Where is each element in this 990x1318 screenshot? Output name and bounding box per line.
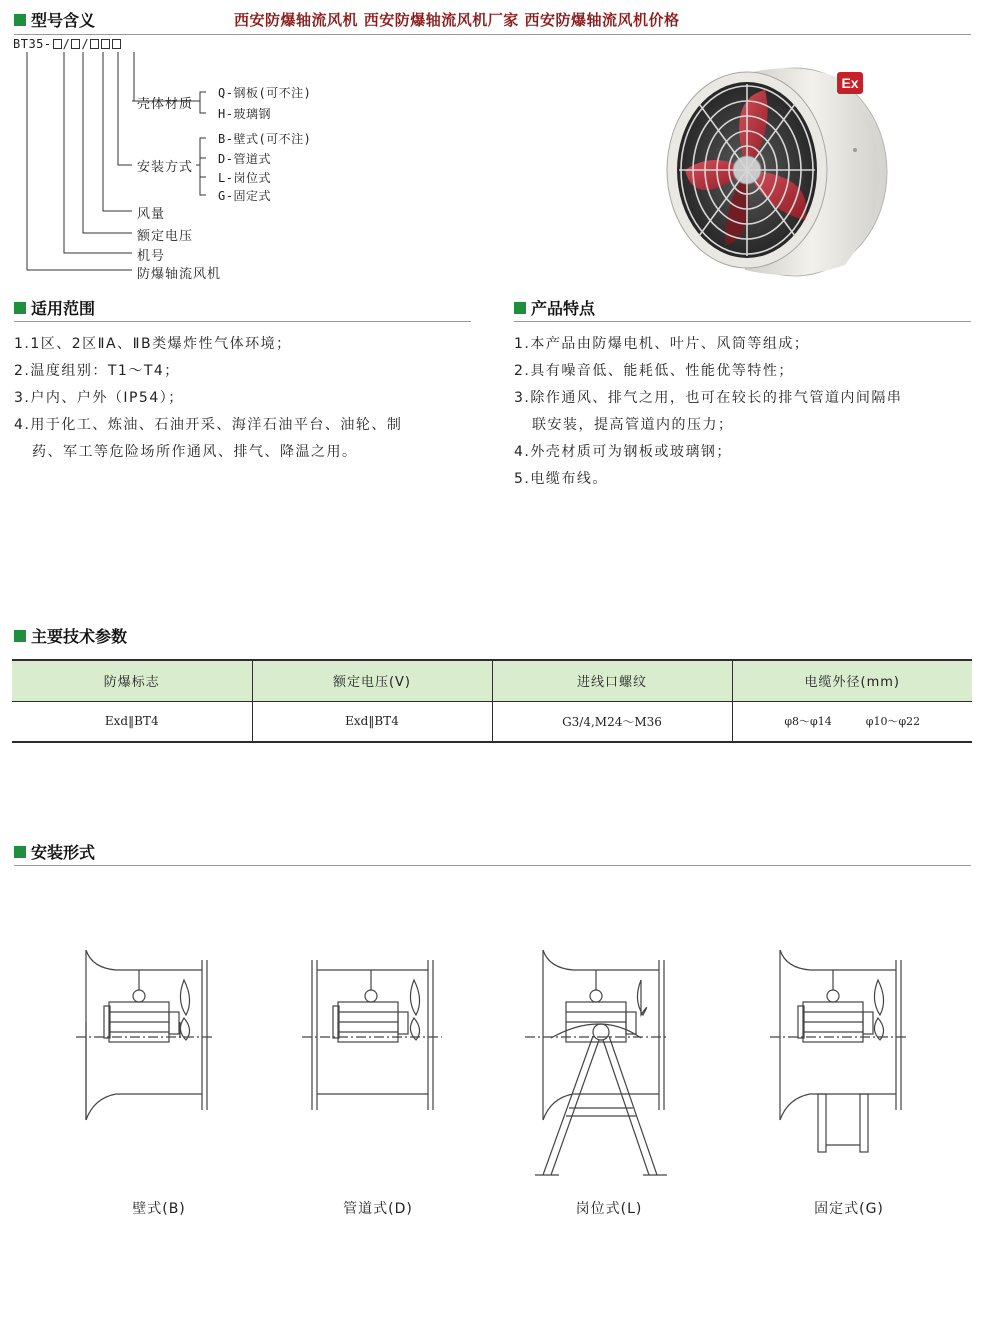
features-list [514,331,902,493]
tree-label-voltage: 额定电压 [137,229,194,244]
code-separator: / [81,37,90,51]
scope-item: 1.1区、2区ⅡA、ⅡB类爆炸性气体环境； [14,336,292,352]
tree-line-product [27,52,132,270]
scope-item: 4.用于化工、炼油、石油开采、海洋石油平台、油轮、制 [14,417,403,433]
model-tree-lines [0,0,400,290]
spec-cell-cable-diameter [732,701,972,742]
feature-item: 5.电缆布线。 [514,471,608,487]
section-title-install [14,840,95,863]
spec-cable-range-b: φ10～φ22 [865,715,921,729]
install-label-post: 岗位式(L) [575,1201,643,1217]
feature-item-continued: 联安装，提高管道内的压力； [532,417,734,433]
section-marker-icon [514,302,526,314]
tree-option-install-g: G-固定式 [218,189,271,203]
tree-line-voltage [83,52,132,233]
spec-cell-explosion-mark: Exd‖BT4 [12,701,252,742]
spec-cell-thread: G3/4,M24～M36 [492,701,732,742]
table-row [12,701,972,742]
spec-cable-range-a: φ8～φ14 [784,715,832,729]
scope-list [14,331,402,466]
code-separator: / [62,37,71,51]
feature-item: 4.外壳材质可为钢板或玻璃钢； [514,444,732,460]
banner-keywords: 西安防爆轴流风机 西安防爆轴流风机厂家 西安防爆轴流风机价格 [234,11,680,29]
install-drawing-wall [64,940,214,1190]
tree-bracket-install [200,138,206,195]
spec-header-rated-voltage: 额定电压(V) [252,660,492,701]
tree-label-install: 安装方式 [137,160,194,175]
section-title-scope [14,296,95,319]
tree-option-material-q: Q-钢板(可不注) [218,86,312,100]
tree-line-material [132,52,134,101]
section-title-specs [14,624,127,647]
ex-badge-text: Ex [841,75,859,91]
spec-header-cable-diameter: 电缆外径(mm) [732,660,972,701]
feature-item: 2.具有噪音低、能耗低、性能优等特性； [514,363,794,379]
section-marker-icon [14,846,26,858]
section-title-features [514,296,595,319]
tree-label-airflow: 风量 [137,207,166,222]
tree-option-install-b: B-壁式(可不注) [218,132,312,146]
tree-option-install-l: L-岗位式 [218,171,271,185]
section-rule-features [514,321,971,322]
spec-header-explosion-mark: 防爆标志 [12,660,252,701]
install-label-fixed: 固定式(G) [814,1201,884,1217]
tree-bracket-material [200,92,206,113]
spec-cell-rated-voltage: Exd‖BT4 [252,701,492,742]
tree-label-material: 壳体材质 [137,97,194,112]
feature-item: 3.除作通风、排气之用，也可在较长的排气管道内间隔串 [514,390,903,406]
install-label-duct: 管道式(D) [343,1201,413,1217]
fan-product-image [655,60,895,282]
tree-label-product: 防爆轴流风机 [137,267,222,282]
tree-line-install [118,52,132,165]
section-rule-scope [14,321,471,322]
tree-option-material-h: H-玻璃钢 [218,107,271,121]
install-drawing-duct [296,940,446,1190]
scope-item-continued: 药、军工等危险场所作通风、排气、降温之用。 [32,444,358,460]
section-title-specs-text: 主要技术参数 [31,627,128,646]
spec-table [12,659,972,743]
spec-table-header-row [12,660,972,701]
install-label-wall: 壁式(B) [132,1201,186,1217]
tree-option-install-d: D-管道式 [218,152,271,166]
scope-item: 3.户内、户外（IP54）； [14,390,184,406]
feature-item: 1.本产品由防爆电机、叶片、风筒等组成； [514,336,810,352]
section-marker-icon [14,630,26,642]
scope-item: 2.温度组别：T1～T4； [14,363,180,379]
section-title-install-text: 安装形式 [31,843,96,862]
install-drawing-post [521,940,671,1190]
tree-line-machine-no [64,52,132,253]
section-title-features-text: 产品特点 [531,299,596,318]
spec-header-thread: 进线口螺纹 [492,660,732,701]
tree-label-machine-no: 机号 [137,249,166,264]
section-title-scope-text: 适用范围 [31,299,96,318]
section-marker-icon [14,302,26,314]
section-rule-install [14,865,971,866]
section-title-model-text: 型号含义 [31,11,96,30]
install-drawing-fixed [758,940,908,1190]
model-code-prefix: BT35- [13,37,52,51]
